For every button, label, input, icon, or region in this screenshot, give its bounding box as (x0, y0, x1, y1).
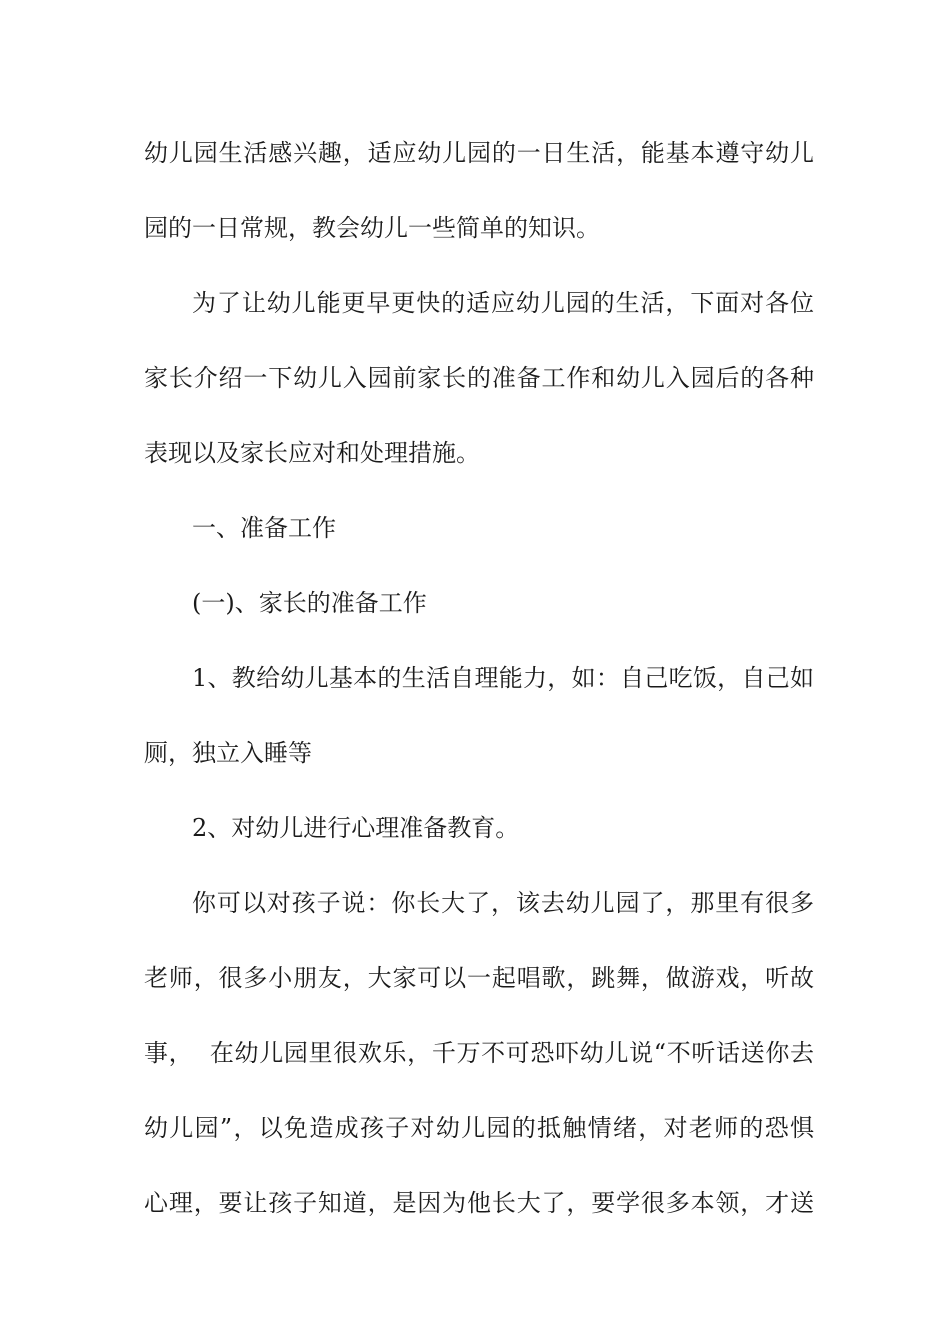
text-line: 厕，独立入睡等 (144, 739, 312, 767)
text-line: 心理，要让孩子知道，是因为他长大了，要学很多本领，才送 (144, 1189, 814, 1217)
text-line: 表现以及家长应对和处理措施。 (144, 439, 480, 467)
text-line: 家长介绍一下幼儿入园前家长的准备工作和幼儿入园后的各种 (144, 364, 814, 392)
text-line: 幼儿园”，以免造成孩子对幼儿园的抵触情绪，对老师的恐惧 (144, 1114, 814, 1142)
text-line: 为了让幼儿能更早更快的适应幼儿园的生活，下面对各位 (192, 289, 814, 317)
text-line: 你可以对孩子说：你长大了，该去幼儿园了，那里有很多 (192, 889, 814, 917)
text-line: 老师，很多小朋友，大家可以一起唱歌，跳舞，做游戏，听故 (144, 964, 814, 992)
text-line: 1、教给幼儿基本的生活自理能力，如：自己吃饭，自己如 (192, 664, 814, 692)
subsection-heading: (一)、家长的准备工作 (192, 589, 427, 617)
text-line: 幼儿园生活感兴趣，适应幼儿园的一日生活，能基本遵守幼儿 (144, 139, 814, 167)
text-line: 园的一日常规，教会幼儿一些简单的知识。 (144, 214, 600, 242)
text-line: 2、对幼儿进行心理准备教育。 (192, 814, 520, 842)
section-heading: 一、准备工作 (192, 514, 336, 542)
text-line: 事， 在幼儿园里很欢乐，千万不可恐吓幼儿说“不听话送你去 (144, 1039, 814, 1067)
